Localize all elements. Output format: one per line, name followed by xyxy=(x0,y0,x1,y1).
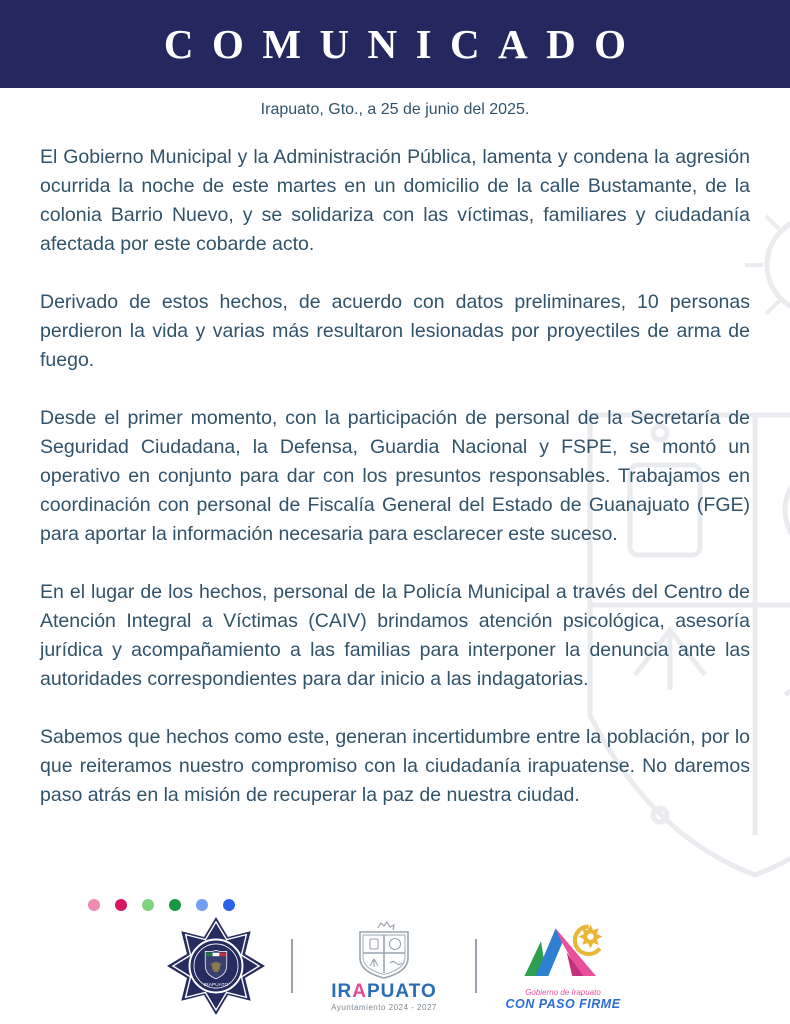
svg-text:IRAPUATO: IRAPUATO xyxy=(203,983,229,989)
city-seal xyxy=(319,920,449,1012)
logo-divider xyxy=(475,939,477,993)
police-badge-icon xyxy=(167,917,265,1015)
color-dots xyxy=(88,899,235,911)
dateline: Irapuato, Gto., a 25 de junio del 2025. xyxy=(260,101,530,118)
logo-divider xyxy=(291,939,293,993)
paragraph-1: El Gobierno Municipal y la Administración Pública, lamenta y condena la agresión ocurrida la noche de este martes en un domicilio de la calle Bustamante, de la colonia Barrio Nuevo, y se solidariza con las víctimas, familiares y ciudadanía afectada por este cobarde acto. xyxy=(40,146,750,255)
city-coat-of-arms-icon xyxy=(348,920,420,982)
dot-green xyxy=(169,899,181,911)
paragraph-4: En el lugar de los hechos, personal de la Policía Municipal a través del Centro de Atención Integral a Víctimas (CAIV) brindamos atención psicológica, asesoría jurídica y acompañamiento a las familias para interponer la denuncia ante las autoridades correspondientes para dar inicio a las indagatorias. xyxy=(40,581,750,690)
header-band xyxy=(0,0,790,88)
dot-blue xyxy=(223,899,235,911)
dot-light-blue xyxy=(196,899,208,911)
gobierno-irapuato-label: Gobierno de Irapuato xyxy=(525,988,601,997)
con-paso-firme-label: CON PASO FIRME xyxy=(505,997,621,1011)
page-title: COMUNICADO xyxy=(163,21,645,67)
dot-light-green xyxy=(142,899,154,911)
ayuntamiento-label: Ayuntamiento 2024 - 2027 xyxy=(331,1003,437,1012)
paragraph-2: Derivado de estos hechos, de acuerdo con datos preliminares, 10 personas perdieron la vida y varias más resultaron lesionadas por proyectiles de arma de fuego. xyxy=(40,291,750,371)
body-text xyxy=(40,143,750,839)
dot-magenta xyxy=(115,899,127,911)
government-logo xyxy=(503,921,623,1011)
footer-logos xyxy=(0,916,790,1016)
dot-pink xyxy=(88,899,100,911)
irapuato-wordmark: IRAPUATO xyxy=(331,981,437,1002)
paragraph-5: Sabemos que hechos como este, generan incertidumbre entre la población, por lo que reiteramos nuestro compromiso con la ciudadanía irapuatense. No daremos paso atrás en la misión de recuperar la paz de nuestra ciudad. xyxy=(40,726,750,806)
con-paso-firme-icon xyxy=(517,921,609,987)
paragraph-3: Desde el primer momento, con la participación de personal de la Secretaría de Seguridad Ciudadana, la Defensa, Guardia Nacional y FSPE, se montó un operativo en conjunto para dar con los presuntos responsables. Trabajamos en coordinación con personal de Fiscalía General del Estado de Guanajuato (FGE) para aportar la información necesaria para esclarecer este suceso. xyxy=(40,407,750,545)
